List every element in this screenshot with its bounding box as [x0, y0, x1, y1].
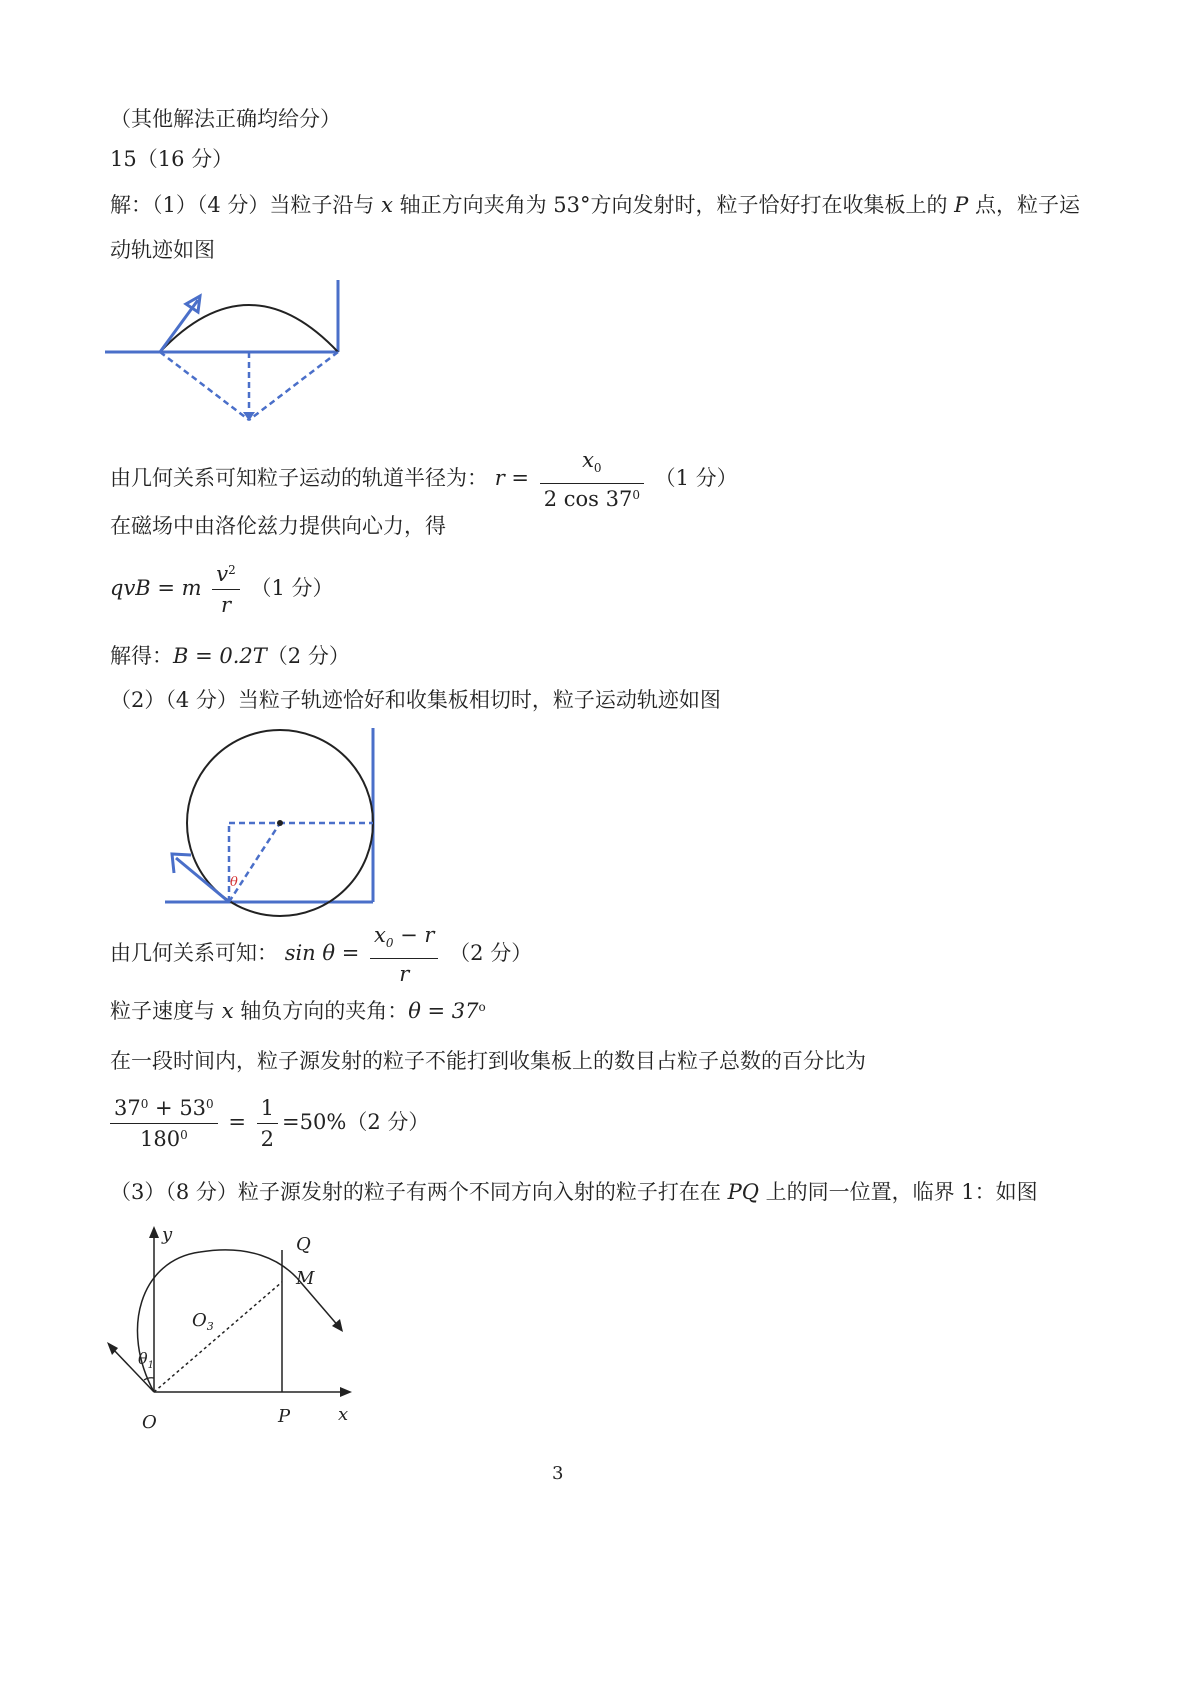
dashed-radius: [229, 823, 280, 902]
O3-label: $O_3$: [192, 1310, 214, 1333]
figure-1-trajectory: [100, 280, 360, 430]
theta1-arc: [144, 1378, 154, 1380]
ratio-formula: $\frac{37^0 + 53^0}{180^0}$ = $\frac{1}{2}$ =50%（2 分）: [106, 1092, 429, 1154]
part1-intro: 解：（1）（4 分）当粒子沿与 x 轴正方向夹角为 53°方向发射时，粒子恰好打在收集板上的 P 点，粒子运: [110, 193, 1080, 217]
center-point: [277, 820, 283, 826]
force-formula: qvB = m $\frac{v^2}{r}$ （1 分）: [110, 558, 334, 620]
figure-3-critical-case: [100, 1220, 370, 1450]
part2-intro: （2）（4 分）当粒子轨迹恰好和收集板相切时，粒子运动轨迹如图: [110, 688, 721, 712]
theta1-label: $\theta_1$: [138, 1349, 155, 1371]
M-label: M: [296, 1268, 315, 1289]
radius-dashed-right: [249, 352, 338, 420]
scoring-note: （其他解法正确均给分）: [110, 107, 341, 131]
velocity-arrow: [176, 858, 229, 902]
ratio-text: 在一段时间内，粒子源发射的粒子不能打到收集板上的数目占粒子总数的百分比为: [110, 1049, 866, 1073]
question-title: 15（16 分）: [110, 147, 234, 171]
theta-label: θ: [230, 875, 238, 890]
O-label: O: [142, 1412, 157, 1433]
part3-intro: （3）（8 分）粒子源发射的粒子有两个不同方向入射的粒子打在在 PQ 上的同一位置，临界 1：如图: [110, 1180, 1038, 1204]
y-label: y: [162, 1224, 173, 1245]
page-number: 3: [552, 1463, 564, 1484]
lorentz-text: 在磁场中由洛伦兹力提供向心力，得: [110, 514, 446, 538]
figure-2-tangent-trajectory: [160, 728, 390, 918]
velocity-arrowhead: [186, 296, 200, 312]
P-label: P: [278, 1406, 291, 1427]
Q-label: Q: [296, 1234, 311, 1255]
result-line: 解得：B = 0.2T（2 分）: [110, 644, 350, 668]
dotted-chord: [154, 1282, 282, 1392]
part1-intro-line2: 动轨迹如图: [110, 238, 215, 262]
x-label: x: [338, 1404, 349, 1425]
sin-formula: 由几何关系可知： sin θ = $\frac{x_0 - r}{r}$ （2 分）: [110, 920, 532, 989]
angle-line: 粒子速度与 x 轴负方向的夹角：$\theta = 37^o$: [110, 999, 486, 1023]
arc-trajectory: [137, 1250, 297, 1392]
arc-trajectory: [160, 305, 338, 352]
radius-dashed-left: [160, 352, 249, 420]
radius-formula: 由几何关系可知粒子运动的轨道半径为： r = $\frac{x_0}{2 \cos 37^0}$ （1 分）: [110, 445, 738, 514]
